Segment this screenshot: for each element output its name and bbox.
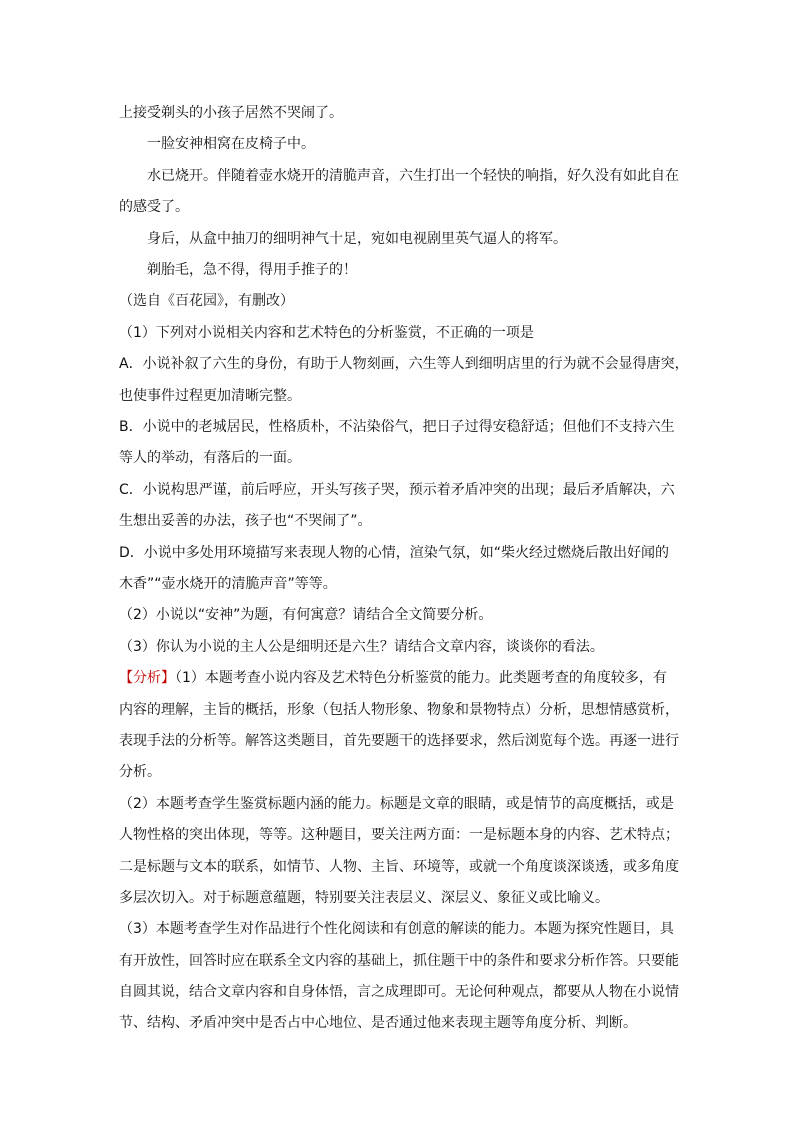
analysis-line: 分析。 [119,764,161,780]
analysis-line: 节、结构、矛盾冲突中是否占中心地位、是否通过他来表现主题等角度分析、判断。 [119,1015,637,1031]
story-line: 的感受了。 [119,199,189,215]
option-b: B．小说中的老城居民，性格质朴，不沾染俗气，把日子过得安稳舒适；但他们不支持六生 [119,419,675,435]
option-a: A．小说补叙了六生的身份，有助于人物刻画，六生等人到细明店里的行为就不会显得唐突， [119,356,689,372]
analysis-line [119,669,679,687]
story-line: 身后，从盒中抽刀的细明神气十足，宛如电视剧里英气逼人的将军。 [147,231,567,247]
analysis-line: 多层次切入。对于标题意蕴题，特别要关注表层义、深层义、象征义或比喻义。 [119,890,609,906]
option-c: C．小说构思严谨，前后呼应，开头写孩子哭，预示着矛盾冲突的出现；最后矛盾解决，六 [119,482,675,498]
option-a-cont: 也使事件过程更加清晰完整。 [119,388,301,404]
option-c-cont: 生想出妥善的办法，孩子也“不哭闹了”。 [119,513,372,529]
question-3: （3）你认为小说的主人公是细明还是六生？请结合文章内容，谈谈你的看法。 [119,639,604,655]
analysis-line: 自圆其说，结合文章内容和自身体悟，言之成理即可。无论何种观点，都要从人物在小说情 [119,984,679,1000]
story-line: 水已烧开。伴随着壶水烧开的清脆声音，六生打出一个轻快的响指，好久没有如此自在 [147,168,679,184]
analysis-line: 人物性格的突出体现，等等。这种题目，要关注两方面：一是标题本身的内容、艺术特点； [119,827,679,843]
analysis-line: 二是标题与文本的联系，如情节、人物、主旨、环境等，或就一个角度谈深谈透，或多角度 [119,859,679,875]
option-d-cont: 木香”“壶水烧开的清脆声音”等等。 [119,576,337,592]
story-line: 一脸安神相窝在皮椅子中。 [147,136,315,152]
option-d: D．小说中多处用环境描写来表现人物的心情，渲染气氛，如“柴火经过燃烧后散出好闻的 [119,545,670,561]
source-note: （选自《百花园》，有删改） [119,293,294,309]
analysis-line: （2）本题考查学生鉴赏标题内涵的能力。标题是文章的眼睛，或是情节的高度概括，或是 [119,796,674,812]
analysis-tag: 【分析】 [119,670,175,686]
option-b-cont: 等人的举动，有落后的一面。 [119,450,301,466]
analysis-line: 表现手法的分析等。解答这类题目，首先要题干的选择要求，然后浏览每个选。再逐一进行 [119,733,679,749]
analysis-text: （1）本题考查小说内容及艺术特色分析鉴赏的能力。此类题考查的角度较多，有 [175,670,667,686]
question-2: （2）小说以“安神”为题，有何寓意？请结合全文简要分析。 [119,607,493,623]
analysis-line: 内容的理解，主旨的概括，形象（包括人物形象、物象和景物特点）分析，思想情感赏析， [119,702,679,718]
story-line: 上接受剃头的小孩子居然不哭闹了。 [119,105,343,121]
story-line: 剃胎毛，急不得，得用手推子的！ [147,262,357,278]
question-1: （1）下列对小说相关内容和艺术特色的分析鉴赏，不正确的一项是 [119,325,534,341]
analysis-line: （3）本题考查学生对作品进行个性化阅读和有创意的解读的能力。本题为探究性题目，具 [119,921,674,937]
analysis-line: 有开放性，回答时应在联系全文内容的基础上，抓住题干中的条件和要求分析作答。只要能 [119,953,679,969]
